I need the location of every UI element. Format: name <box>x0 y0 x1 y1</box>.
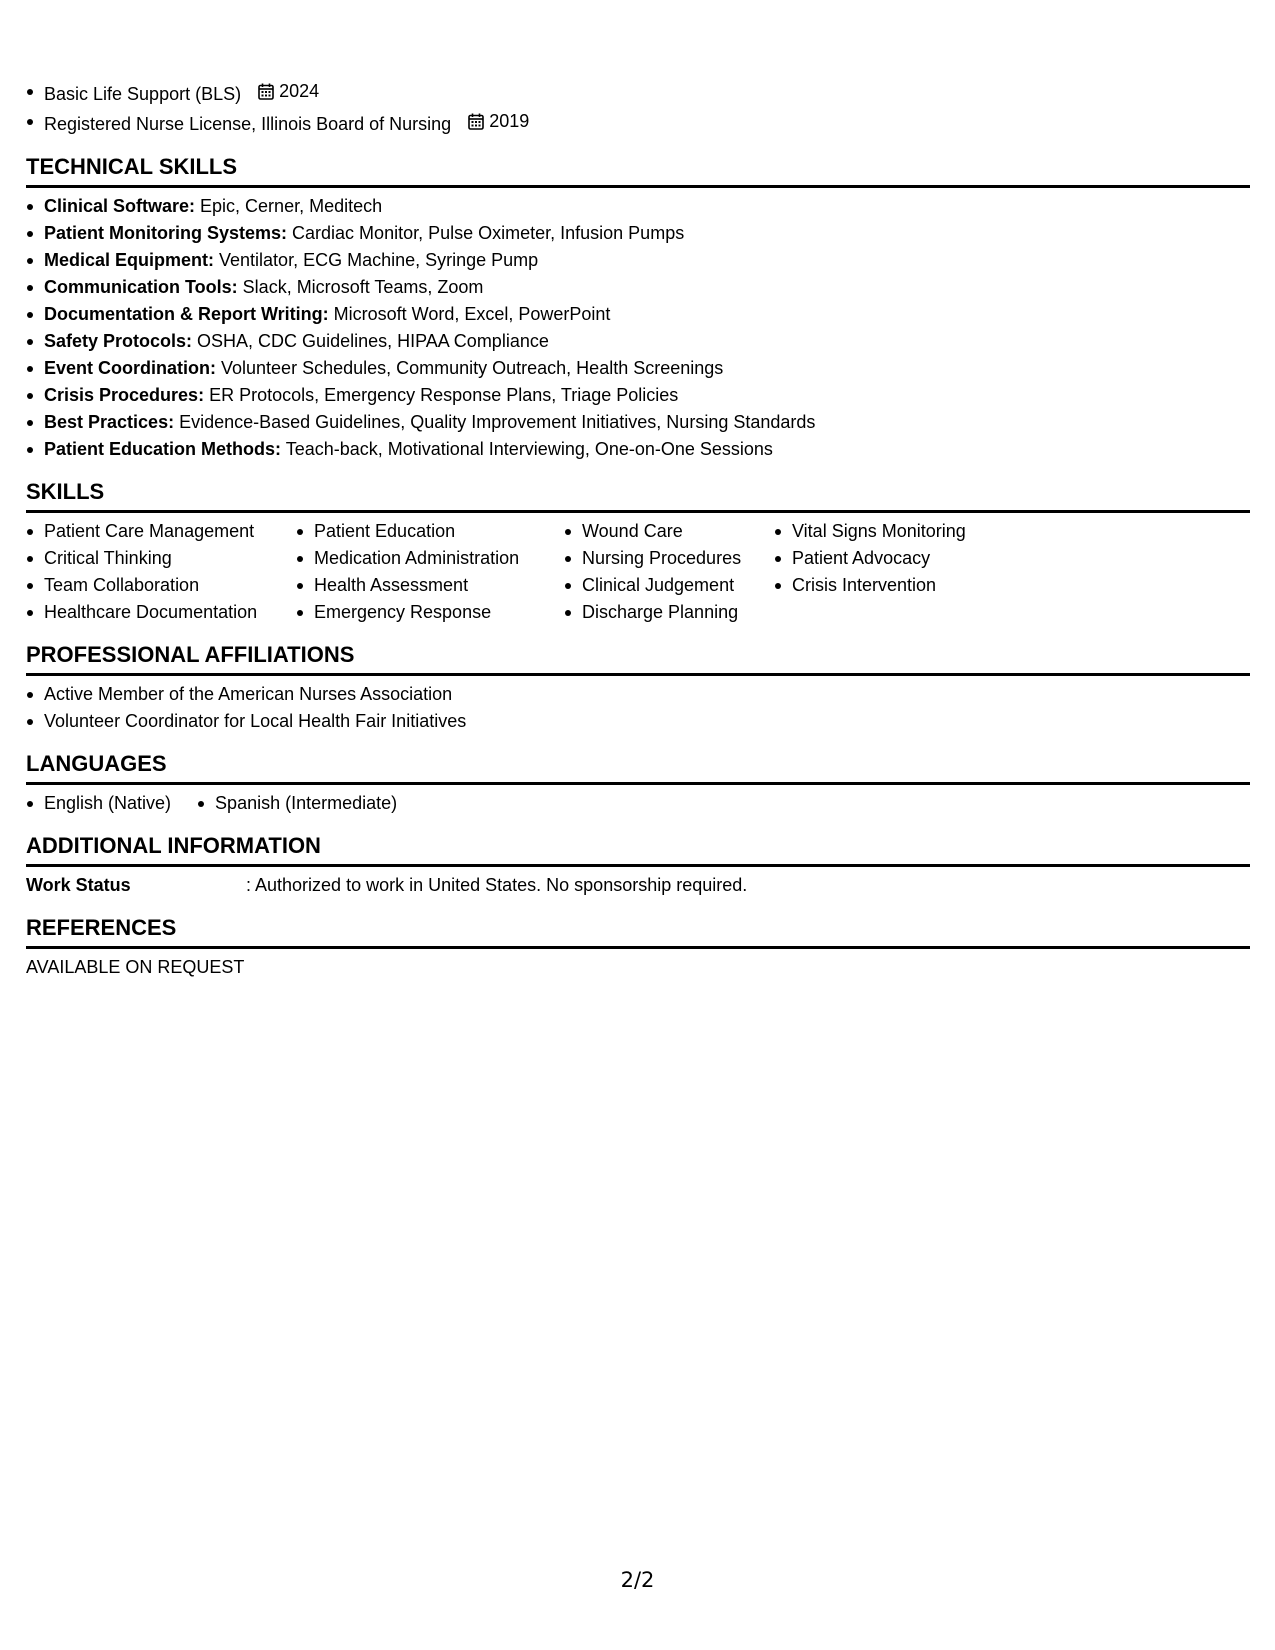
calendar-icon <box>468 113 484 130</box>
section-title: SKILLS <box>26 479 1250 513</box>
skill-item: Medication Administration <box>296 545 540 572</box>
language-item: English (Native) <box>26 790 171 817</box>
skill-item: Patient Education <box>296 518 540 545</box>
skill-item: Discharge Planning <box>564 599 750 626</box>
section-title: ADDITIONAL INFORMATION <box>26 833 1250 867</box>
work-status-label: Work Status <box>26 875 131 895</box>
technical-skill-value: OSHA, CDC Guidelines, HIPAA Compliance <box>192 331 549 351</box>
skill-item: Patient Advocacy <box>774 545 994 572</box>
skills-column <box>774 518 994 626</box>
skills-section <box>26 479 1250 626</box>
technical-skills-section <box>26 154 1250 463</box>
section-title: TECHNICAL SKILLS <box>26 154 1250 188</box>
certification-name: Registered Nurse License, Illinois Board of Nursing <box>44 114 452 134</box>
technical-skill-value: Slack, Microsoft Teams, Zoom <box>237 277 484 297</box>
technical-skill-value: Cardiac Monitor, Pulse Oximeter, Infusion Pumps <box>287 223 685 243</box>
affiliations-list <box>26 681 1250 735</box>
certification-item <box>26 78 1250 108</box>
technical-skill-label: Communication Tools: <box>44 277 238 297</box>
technical-skill-value: Teach-back, Motivational Interviewing, One-on-One Sessions <box>281 439 773 459</box>
skills-grid <box>26 518 1250 626</box>
references-section <box>26 915 1250 981</box>
additional-info-section <box>26 833 1250 899</box>
technical-skill-value: Microsoft Word, Excel, PowerPoint <box>328 304 611 324</box>
technical-skill-item <box>26 220 1250 247</box>
section-title: PROFESSIONAL AFFILIATIONS <box>26 642 1250 676</box>
skill-item: Nursing Procedures <box>564 545 750 572</box>
technical-skill-value: Evidence-Based Guidelines, Quality Improvement Initiatives, Nursing Standards <box>174 412 816 432</box>
technical-skill-label: Event Coordination: <box>44 358 216 378</box>
technical-skill-item <box>26 436 1250 463</box>
resume-content <box>26 78 1250 981</box>
language-item: Spanish (Intermediate) <box>197 790 397 817</box>
affiliation-item: Active Member of the American Nurses Association <box>26 681 1250 708</box>
certification-year: 2019 <box>489 111 530 131</box>
skill-item: Emergency Response <box>296 599 540 626</box>
section-title: LANGUAGES <box>26 751 1250 785</box>
skills-column <box>564 518 750 626</box>
references-text: AVAILABLE ON REQUEST <box>26 957 245 977</box>
skill-item: Patient Care Management <box>26 518 272 545</box>
technical-skill-item <box>26 409 1250 436</box>
skill-item: Wound Care <box>564 518 750 545</box>
certification-date <box>258 78 319 105</box>
technical-skill-item <box>26 247 1250 274</box>
technical-skill-label: Crisis Procedures: <box>44 385 205 405</box>
technical-skill-label: Patient Monitoring Systems: <box>44 223 288 243</box>
skill-item: Vital Signs Monitoring <box>774 518 994 545</box>
technical-skill-item <box>26 301 1250 328</box>
technical-skill-value: Ventilator, ECG Machine, Syringe Pump <box>214 250 539 270</box>
languages-section <box>26 751 1250 817</box>
skills-column <box>26 518 272 626</box>
technical-skills-list <box>26 193 1250 463</box>
technical-skill-label: Patient Education Methods: <box>44 439 282 459</box>
work-status-value: : Authorized to work in United States. No sponsorship required. <box>246 875 748 895</box>
calendar-icon <box>258 83 274 100</box>
section-title: REFERENCES <box>26 915 1250 949</box>
languages-list <box>26 790 1250 817</box>
affiliations-section <box>26 642 1250 735</box>
skill-item: Team Collaboration <box>26 572 272 599</box>
skill-item: Clinical Judgement <box>564 572 750 599</box>
technical-skill-label: Best Practices: <box>44 412 175 432</box>
page-number: 2/2 <box>620 1568 655 1592</box>
affiliation-item: Volunteer Coordinator for Local Health Fair Initiatives <box>26 708 1250 735</box>
certifications-list <box>26 78 1250 138</box>
technical-skill-value: ER Protocols, Emergency Response Plans, Triage Policies <box>204 385 679 405</box>
technical-skill-label: Safety Protocols: <box>44 331 193 351</box>
skills-column <box>296 518 540 626</box>
certification-item <box>26 108 1250 138</box>
skill-item: Healthcare Documentation <box>26 599 272 626</box>
certification-date <box>468 108 529 135</box>
technical-skill-item <box>26 355 1250 382</box>
certification-name: Basic Life Support (BLS) <box>44 84 242 104</box>
technical-skill-label: Clinical Software: <box>44 196 196 216</box>
technical-skill-label: Documentation & Report Writing: <box>44 304 329 324</box>
certification-year: 2024 <box>279 81 320 101</box>
technical-skill-label: Medical Equipment: <box>44 250 215 270</box>
skill-item: Critical Thinking <box>26 545 272 572</box>
technical-skill-item <box>26 382 1250 409</box>
technical-skill-item <box>26 274 1250 301</box>
technical-skill-value: Volunteer Schedules, Community Outreach, Health Screenings <box>216 358 724 378</box>
technical-skill-item <box>26 193 1250 220</box>
work-status-row <box>26 872 1250 899</box>
technical-skill-item <box>26 328 1250 355</box>
skill-item: Health Assessment <box>296 572 540 599</box>
technical-skill-value: Epic, Cerner, Meditech <box>195 196 383 216</box>
skill-item: Crisis Intervention <box>774 572 994 599</box>
